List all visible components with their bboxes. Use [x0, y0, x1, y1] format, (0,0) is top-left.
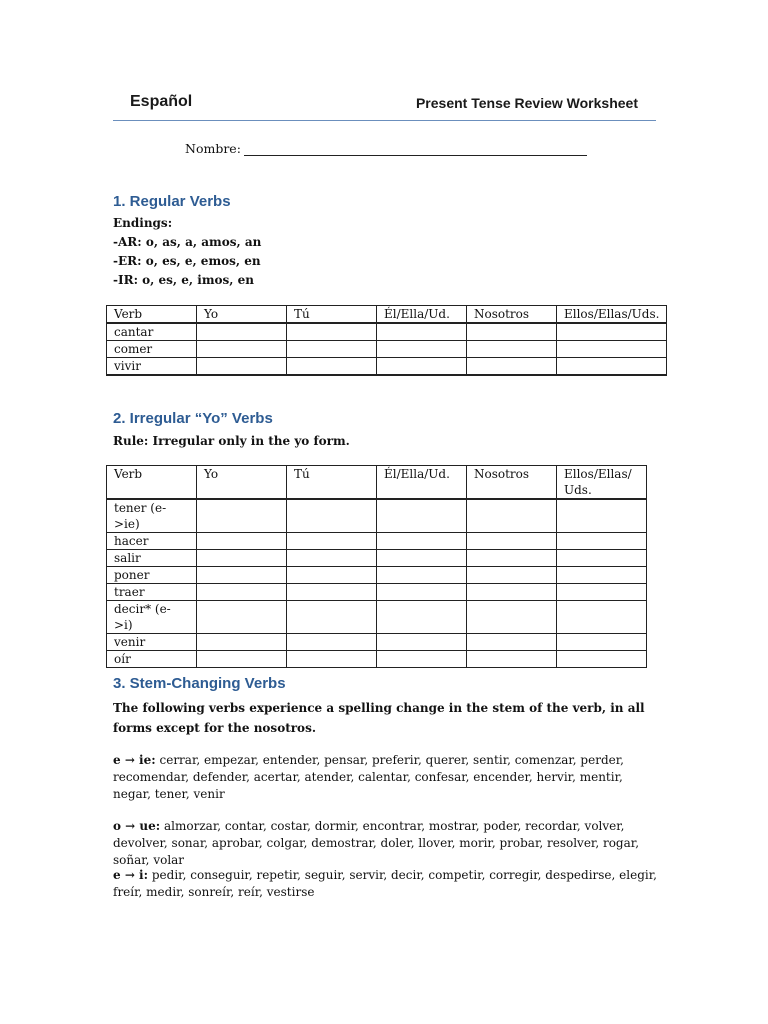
irregular-yo-verbs-table	[106, 465, 647, 668]
table-row	[107, 499, 647, 533]
answer-cell[interactable]	[377, 550, 467, 567]
stem-group-label: e → ie:	[113, 753, 156, 767]
stem-group-verbs: almorzar, contar, costar, dormir, encontrar, mostrar, poder, recordar, volver, devolver, sonar, aprobar, colgar, demostrar, doler, llover, morir, probar, resolver, rogar, soñar, volar	[113, 819, 640, 867]
col-header-nosotros: Nosotros	[467, 306, 557, 324]
answer-cell[interactable]	[197, 323, 287, 341]
name-label: Nombre:	[185, 141, 241, 156]
answer-cell[interactable]	[197, 533, 287, 550]
col-header-ellos: Ellos/Ellas/ Uds.	[557, 466, 647, 500]
col-header-tu: Tú	[287, 466, 377, 500]
stem-group-e-ie	[113, 752, 663, 803]
answer-cell[interactable]	[557, 634, 647, 651]
header-divider	[113, 120, 656, 121]
answer-cell[interactable]	[467, 584, 557, 601]
section2-title: 2. Irregular “Yo” Verbs	[113, 410, 273, 427]
col-header-el: Él/Ella/Ud.	[377, 466, 467, 500]
regular-verbs-table	[106, 305, 667, 376]
answer-cell[interactable]	[467, 323, 557, 341]
endings-label: Endings:	[113, 216, 173, 230]
section2-rule: Rule: Irregular only in the yo form.	[113, 434, 350, 448]
answer-cell[interactable]	[467, 499, 557, 533]
answer-cell[interactable]	[287, 499, 377, 533]
verb-cell: vivir	[107, 358, 197, 376]
section1-title: 1. Regular Verbs	[113, 193, 231, 210]
answer-cell[interactable]	[197, 499, 287, 533]
stem-group-verbs: cerrar, empezar, entender, pensar, preferir, querer, sentir, comenzar, perder, recomendar, defender, acertar, atender, calentar, confesar, encender, hervir, mentir, negar, tener, venir	[113, 753, 624, 801]
col-header-nosotros: Nosotros	[467, 466, 557, 500]
table-header-row	[107, 466, 647, 500]
answer-cell[interactable]	[467, 567, 557, 584]
table-row	[107, 584, 647, 601]
answer-cell[interactable]	[287, 601, 377, 634]
table-row	[107, 358, 667, 376]
ending-ar: -AR: o, as, a, amos, an	[113, 235, 262, 249]
answer-cell[interactable]	[377, 358, 467, 376]
stem-group-verbs: pedir, conseguir, repetir, seguir, servir, decir, competir, corregir, despedirse, elegir, freír, medir, sonreír, reír, vestirse	[113, 868, 657, 899]
col-header-yo: Yo	[197, 306, 287, 324]
answer-cell[interactable]	[287, 567, 377, 584]
answer-cell[interactable]	[377, 567, 467, 584]
answer-cell[interactable]	[467, 341, 557, 358]
answer-cell[interactable]	[197, 634, 287, 651]
verb-cell: cantar	[107, 323, 197, 341]
answer-cell[interactable]	[197, 550, 287, 567]
answer-cell[interactable]	[467, 550, 557, 567]
col-header-yo: Yo	[197, 466, 287, 500]
answer-cell[interactable]	[467, 358, 557, 376]
col-header-verb: Verb	[107, 306, 197, 324]
verb-cell: tener (e->ie)	[107, 499, 197, 533]
col-header-ellos: Ellos/Ellas/Uds.	[557, 306, 667, 324]
answer-cell[interactable]	[557, 567, 647, 584]
table-row	[107, 651, 647, 668]
table-row	[107, 567, 647, 584]
verb-cell: salir	[107, 550, 197, 567]
answer-cell[interactable]	[557, 651, 647, 668]
verb-cell: poner	[107, 567, 197, 584]
table-row	[107, 601, 647, 634]
answer-cell[interactable]	[377, 601, 467, 634]
verb-cell: traer	[107, 584, 197, 601]
answer-cell[interactable]	[287, 358, 377, 376]
col-header-verb: Verb	[107, 466, 197, 500]
answer-cell[interactable]	[287, 533, 377, 550]
table-header-row	[107, 306, 667, 324]
section3-title: 3. Stem-Changing Verbs	[113, 675, 286, 692]
answer-cell[interactable]	[557, 499, 647, 533]
col-header-el: Él/Ella/Ud.	[377, 306, 467, 324]
name-row	[185, 141, 587, 156]
answer-cell[interactable]	[197, 567, 287, 584]
answer-cell[interactable]	[557, 601, 647, 634]
table-row	[107, 341, 667, 358]
answer-cell[interactable]	[377, 499, 467, 533]
stem-group-label: e → i:	[113, 868, 149, 882]
answer-cell[interactable]	[287, 634, 377, 651]
answer-cell[interactable]	[467, 651, 557, 668]
ending-ir: -IR: o, es, e, imos, en	[113, 273, 254, 287]
answer-cell[interactable]	[197, 358, 287, 376]
verb-cell: comer	[107, 341, 197, 358]
verb-cell: hacer	[107, 533, 197, 550]
answer-cell[interactable]	[287, 584, 377, 601]
answer-cell[interactable]	[197, 601, 287, 634]
answer-cell[interactable]	[377, 634, 467, 651]
answer-cell[interactable]	[557, 550, 647, 567]
table-row	[107, 533, 647, 550]
answer-cell[interactable]	[287, 550, 377, 567]
answer-cell[interactable]	[377, 651, 467, 668]
answer-cell[interactable]	[467, 634, 557, 651]
answer-cell[interactable]	[377, 323, 467, 341]
answer-cell[interactable]	[287, 323, 377, 341]
subject-label: Español	[130, 93, 193, 110]
section3-intro: The following verbs experience a spelling change in the stem of the verb, in all forms except for the nosotros.	[113, 701, 645, 735]
stem-group-e-i	[113, 867, 663, 901]
table-row	[107, 634, 647, 651]
table-row	[107, 323, 667, 341]
worksheet-title: Present Tense Review Worksheet	[415, 95, 638, 111]
answer-cell[interactable]	[557, 533, 647, 550]
answer-cell[interactable]	[467, 533, 557, 550]
answer-cell[interactable]	[377, 533, 467, 550]
answer-cell[interactable]	[197, 584, 287, 601]
answer-cell[interactable]	[557, 358, 667, 376]
name-blank-line[interactable]	[244, 143, 587, 156]
table-row	[107, 550, 647, 567]
answer-cell[interactable]	[377, 584, 467, 601]
answer-cell[interactable]	[467, 601, 557, 634]
answer-cell[interactable]	[557, 584, 647, 601]
answer-cell[interactable]	[557, 323, 667, 341]
answer-cell[interactable]	[287, 651, 377, 668]
ending-er: -ER: o, es, e, emos, en	[113, 254, 261, 268]
answer-cell[interactable]	[197, 651, 287, 668]
answer-cell[interactable]	[287, 341, 377, 358]
col-header-tu: Tú	[287, 306, 377, 324]
stem-group-o-ue	[113, 818, 663, 869]
stem-group-label: o → ue:	[113, 819, 161, 833]
verb-cell: venir	[107, 634, 197, 651]
answer-cell[interactable]	[557, 341, 667, 358]
answer-cell[interactable]	[377, 341, 467, 358]
verb-cell: oír	[107, 651, 197, 668]
verb-cell: decir* (e->i)	[107, 601, 197, 634]
answer-cell[interactable]	[197, 341, 287, 358]
